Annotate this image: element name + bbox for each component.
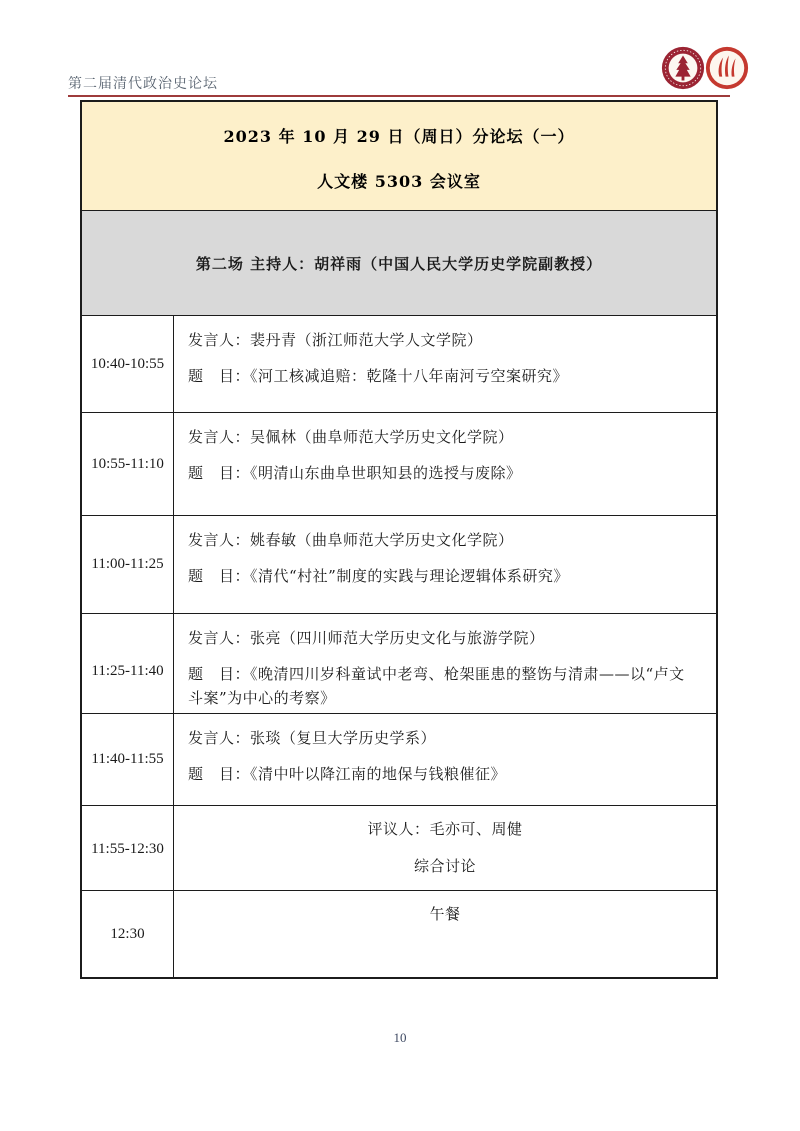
content-cell — [174, 516, 716, 613]
speaker-line: 发言人：张亮（四川师范大学历史文化与旅游学院） — [188, 629, 545, 647]
page-header-title: 第二届清代政治史论坛 — [68, 76, 218, 92]
page-number: 10 — [393, 1030, 407, 1045]
topic-line: 题 目：《清代“村社”制度的实践与理论逻辑体系研究》 — [188, 567, 569, 586]
table-row — [82, 515, 716, 613]
time-cell: 12:30 — [82, 891, 174, 977]
forum-venue: 人文楼 5303 会议室 — [317, 172, 481, 191]
content-cell — [174, 806, 716, 892]
session-header-text: 第二场 主持人：胡祥雨（中国人民大学历史学院副教授） — [195, 254, 603, 273]
content-cell — [174, 316, 716, 412]
content-cell — [174, 891, 716, 977]
time-cell: 10:40-10:55 — [82, 316, 174, 412]
time-cell: 11:40-11:55 — [82, 714, 174, 806]
time-cell: 11:00-11:25 — [82, 516, 174, 613]
lunch-row — [82, 890, 716, 977]
speaker-line: 发言人：吴佩林（曲阜师范大学历史文化学院） — [188, 428, 514, 446]
discussion-label: 综合讨论 — [413, 857, 476, 875]
table-row — [82, 613, 716, 713]
page-footer — [0, 1030, 800, 1046]
discussion-row — [82, 805, 716, 890]
time-cell: 11:25-11:40 — [82, 614, 174, 729]
time-cell: 10:55-11:10 — [82, 413, 174, 515]
table-row — [82, 713, 716, 805]
page-header — [68, 45, 732, 95]
time-cell: 11:55-12:30 — [82, 806, 174, 892]
lunch-label: 午餐 — [429, 905, 461, 923]
logos — [660, 45, 750, 91]
topic-line: 题 目：《河工核减追赔：乾隆十八年南河亏空案研究》 — [188, 367, 569, 386]
ecnu-seal-icon — [660, 45, 706, 91]
speaker-line: 发言人：姚春敏（曲阜师范大学历史文化学院） — [188, 531, 514, 549]
topic-line: 题 目：《晚清四川岁科童试中老弯、枪架匪患的整饬与清肃——以“卢文斗案”为中心的考察》 — [188, 665, 685, 707]
forum-date-title: 2023 年 10 月 29 日（周日）分论坛（一） — [223, 127, 575, 146]
ruc-seal-icon — [704, 45, 750, 91]
session-banner — [82, 210, 716, 315]
content-cell — [174, 413, 716, 515]
reviewers-line: 评议人：毛亦可、周健 — [367, 820, 523, 838]
table-row — [82, 315, 716, 412]
topic-line: 题 目：《清中叶以降江南的地保与钱粮催征》 — [188, 765, 507, 784]
forum-banner — [82, 102, 716, 210]
agenda-table — [80, 100, 718, 979]
speaker-line: 发言人：张琰（复旦大学历史学系） — [188, 729, 437, 747]
content-cell — [174, 614, 716, 729]
speaker-line: 发言人：裴丹青（浙江师范大学人文学院） — [188, 331, 483, 349]
topic-line: 题 目：《明清山东曲阜世职知县的选授与废除》 — [188, 464, 522, 483]
table-row — [82, 412, 716, 515]
header-rule — [68, 95, 730, 97]
content-cell — [174, 714, 716, 806]
